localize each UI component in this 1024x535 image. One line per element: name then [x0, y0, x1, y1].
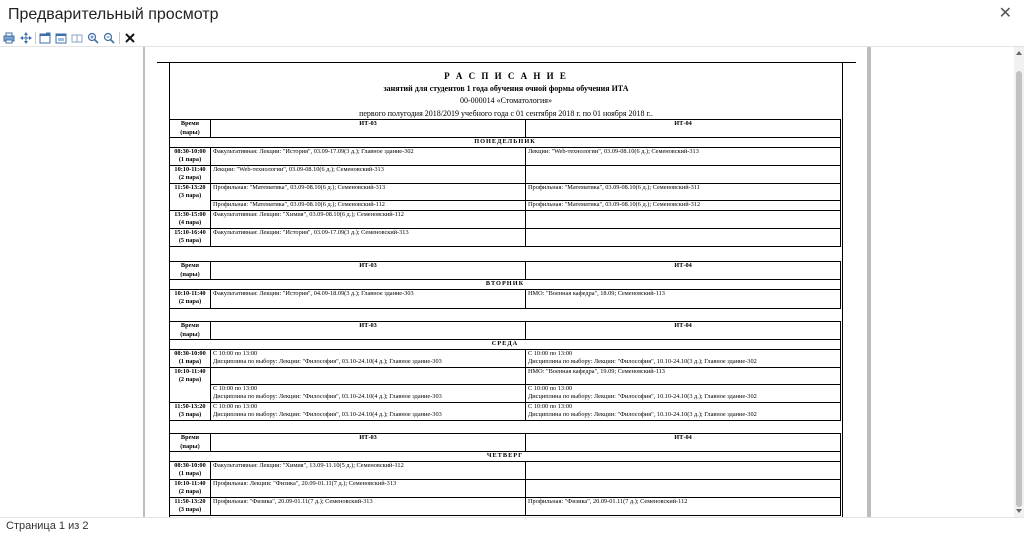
window-title: Предварительный просмотр [8, 6, 219, 23]
page-view-icon[interactable] [71, 32, 83, 44]
table-cell: Профильная: "Математика", 03.09-08.10(6 д.); Семеновский-313 [211, 183, 526, 200]
day-row [170, 340, 841, 350]
title-bar [0, 0, 1024, 30]
day-name: ПОНЕДЕЛЬНИК [170, 138, 841, 148]
zoom-in-icon[interactable] [87, 32, 99, 44]
table-cell: Факультативная: Лекции: "Химия", 03.09-08.10(6 д.); Семеновский-112 [211, 210, 526, 228]
table-cell: С 10:00 по 13:00 Дисциплина по выбору: Лекции: "Философия", 10.10-24.10(3 д.); Главное здание-302 [526, 402, 841, 420]
toolbar [0, 30, 1024, 47]
table-row: 10:10-11:40 (2 пара) НМО: "Военная кафедра", 19.09; Семеновский-113 [170, 367, 841, 384]
print-icon[interactable] [3, 32, 15, 44]
table-cell: Лекции: "Web-технологии", 03.09-08.10(6 д.); Семеновский-313 [526, 147, 841, 165]
table-header-row [170, 120, 841, 138]
table-cell: Профильная: "Математика", 03.09-08.10(6 д.); Семеновский-312 [526, 200, 841, 210]
group-header: ИТ-03 [211, 120, 526, 138]
vertical-scrollbar[interactable] [1014, 47, 1024, 517]
table-row: 08:30-10:00 (1 пара) Факультативная: Лекции: "Химия", 13.09-11.10(5 д.); Семеновский-112 [170, 461, 841, 479]
group-header: ИТ-03 [211, 262, 526, 280]
table-cell [526, 479, 841, 497]
table-header-row [170, 262, 841, 280]
table-cell: Факультативная: Лекции: "История", 03.09-17.09(3 д.); Семеновский-313 [211, 228, 526, 246]
group-header: ИТ-04 [526, 120, 841, 138]
table-cell [526, 210, 841, 228]
group-header: ИТ-03 [211, 434, 526, 452]
table-cell: Профильная: Лекции: "Физика", 20.09-01.11(7 д.); Семеновский-313 [211, 479, 526, 497]
table-row: 08:30-10:00 (1 пара) С 10:00 по 13:00 Дисциплина по выбору: Лекции: "Философия", 03.10-24.10(4 д.); Главное здание-303 С 10:00 по 13:00 Дисциплина по выбору: Лекции: "Философия", 10.10-24.10(3 д.); Главное здание-302 [170, 349, 841, 367]
table-cell [211, 367, 526, 384]
table-cell: Факультативная: Лекции: "История", 03.09-17.09(3 д.); Главное здание-302 [211, 147, 526, 165]
table-row [170, 384, 841, 402]
table-row: 11:50-13:20 (3 пара) Профильная: "Математика", 03.09-08.10(6 д.); Семеновский-313 Профильная: "Математика", 03.09-08.10(6 д.); Семеновский-311 [170, 183, 841, 200]
day-name: СРЕДА [170, 340, 841, 350]
day-row [170, 138, 841, 148]
zoom-out-icon[interactable] [103, 32, 115, 44]
crop-mark [842, 62, 856, 63]
table-cell: С 10:00 по 13:00 Дисциплина по выбору: Лекции: "Философия", 03.10-24.10(4 д.); Главное здание-303 [211, 349, 526, 367]
table-cell: НМО: "Военная кафедра", 18.09; Семеновский-113 [526, 289, 841, 308]
table-cell: С 10:00 по 13:00 Дисциплина по выбору: Лекции: "Философия", 03.10-24.10(4 д.); Главное здание-303 [211, 384, 526, 402]
page-setup-icon[interactable] [55, 32, 67, 44]
table-row: 10:10-11:40 (2 пара) Профильная: Лекции: "Физика", 20.09-01.11(7 д.); Семеновский-313 [170, 479, 841, 497]
table-cell: Лекции: "Web-технологии", 03.09-08.10(6 д.); Семеновский-313 [211, 165, 526, 183]
table-row: 13:30-15:00 (4 пара) Факультативная: Лекции: "Химия", 03.09-08.10(6 д.); Семеновский-112 [170, 210, 841, 228]
group-header: ИТ-04 [526, 262, 841, 280]
page-top-rule [169, 62, 843, 63]
time-header: Время (пары) [170, 434, 211, 452]
table-cell: Факультативная: Лекции: "Химия", 13.09-11.10(5 д.); Семеновский-112 [211, 461, 526, 479]
crop-mark [842, 62, 843, 517]
table-row: 10:10-11:40 (2 пара) Лекции: "Web-технологии", 03.09-08.10(6 д.); Семеновский-313 [170, 165, 841, 183]
day-row [170, 280, 841, 290]
export-icon[interactable] [39, 32, 51, 44]
doc-program: 00-000014 «Стоматология» [459, 96, 552, 105]
doc-title: Р А С П И С А Н И Е [444, 71, 568, 81]
page-indicator: Страница 1 из 2 [6, 520, 89, 532]
toolbar-separator [35, 32, 36, 44]
schedule-table-tuesday [169, 261, 841, 309]
group-header: ИТ-04 [526, 434, 841, 452]
document-page [145, 47, 867, 517]
table-cell: С 10:00 по 13:00 Дисциплина по выбору: Лекции: "Философия", 03.10-24.10(4 д.); Главное здание-303 [211, 402, 526, 420]
table-cell: Профильная: "Физика", 20.09-01.11(7 д.); Семеновский-112 [526, 497, 841, 515]
table-row: 10:10-11:40 (2 пара) Факультативная: Лекции: "История", 04.09-18.09(3 д.); Главное здание-303 НМО: "Военная кафедра", 18.09; Семеновский-113 [170, 289, 841, 308]
doc-period: первого полугодия 2018/2019 учебного года с 01 сентября 2018 г. по 01 ноября 2018 г.. [359, 109, 653, 118]
table-cell: Профильная: "Математика", 03.09-08.10(6 д.); Семеновский-112 [211, 200, 526, 210]
table-cell: С 10:00 по 13:00 Дисциплина по выбору: Лекции: "Философия", 10.10-24.10(3 д.); Главное здание-302 [526, 384, 841, 402]
scroll-up-icon[interactable] [1016, 51, 1022, 55]
group-header: ИТ-03 [211, 322, 526, 340]
table-cell: С 10:00 по 13:00 Дисциплина по выбору: Лекции: "Философия", 10.10-24.10(3 д.); Главное здание-302 [526, 349, 841, 367]
scrollbar-thumb[interactable] [1016, 71, 1022, 507]
move-icon[interactable] [20, 32, 32, 44]
table-row [170, 200, 841, 210]
table-cell: Профильная: "Математика", 03.09-08.10(6 д.); Семеновский-311 [526, 183, 841, 200]
time-header: Время (пары) [170, 120, 211, 138]
table-cell: НМО: "Военная кафедра", 19.09; Семеновский-113 [526, 367, 841, 384]
schedule-table-monday [169, 119, 841, 247]
table-cell [526, 461, 841, 479]
table-cell [526, 165, 841, 183]
table-header-row [170, 322, 841, 340]
status-bar [0, 517, 1024, 535]
table-cell: Факультативная: Лекции: "История", 04.09-18.09(3 д.); Главное здание-303 [211, 289, 526, 308]
table-row: 15:10-16:40 (5 пара) Факультативная: Лекции: "История", 03.09-17.09(3 д.); Семеновский-313 [170, 228, 841, 246]
time-header: Время (пары) [170, 322, 211, 340]
schedule-table-wednesday [169, 321, 841, 421]
time-header: Время (пары) [170, 262, 211, 280]
close-icon[interactable] [124, 32, 136, 44]
toolbar-separator [119, 32, 120, 44]
table-row: 11:50-13:20 (3 пара) С 10:00 по 13:00 Дисциплина по выбору: Лекции: "Философия", 03.10-24.10(4 д.); Главное здание-303 С 10:00 по 13:00 Дисциплина по выбору: Лекции: "Философия", 10.10-24.10(3 д.); Главное здание-302 [170, 402, 841, 420]
group-header: ИТ-04 [526, 322, 841, 340]
window-close-button[interactable]: ✕ [998, 5, 1012, 22]
table-cell [526, 228, 841, 246]
day-name: ЧЕТВЕРГ [170, 452, 841, 462]
doc-subtitle: занятий для студентов 1 года обучения очной формы обучения ИТА [383, 84, 629, 93]
preview-area[interactable] [0, 47, 1024, 517]
schedule-table-thursday [169, 433, 841, 516]
day-name: ВТОРНИК [170, 280, 841, 290]
table-cell: Профильная: "Физика", 20.09-01.11(7 д.); Семеновский-313 [211, 497, 526, 515]
scroll-down-icon[interactable] [1016, 509, 1022, 513]
page-shadow-right [867, 47, 871, 517]
table-header-row [170, 434, 841, 452]
day-row [170, 452, 841, 462]
table-row: 11:50-13:20 (3 пара) Профильная: "Физика", 20.09-01.11(7 д.); Семеновский-313 Профильная: "Физика", 20.09-01.11(7 д.); Семеновский-112 [170, 497, 841, 515]
table-row: 08:30-10:00 (1 пара) Факультативная: Лекции: "История", 03.09-17.09(3 д.); Главное здание-302 Лекции: "Web-технологии", 03.09-08.10(6 д.); Семеновский-313 [170, 147, 841, 165]
